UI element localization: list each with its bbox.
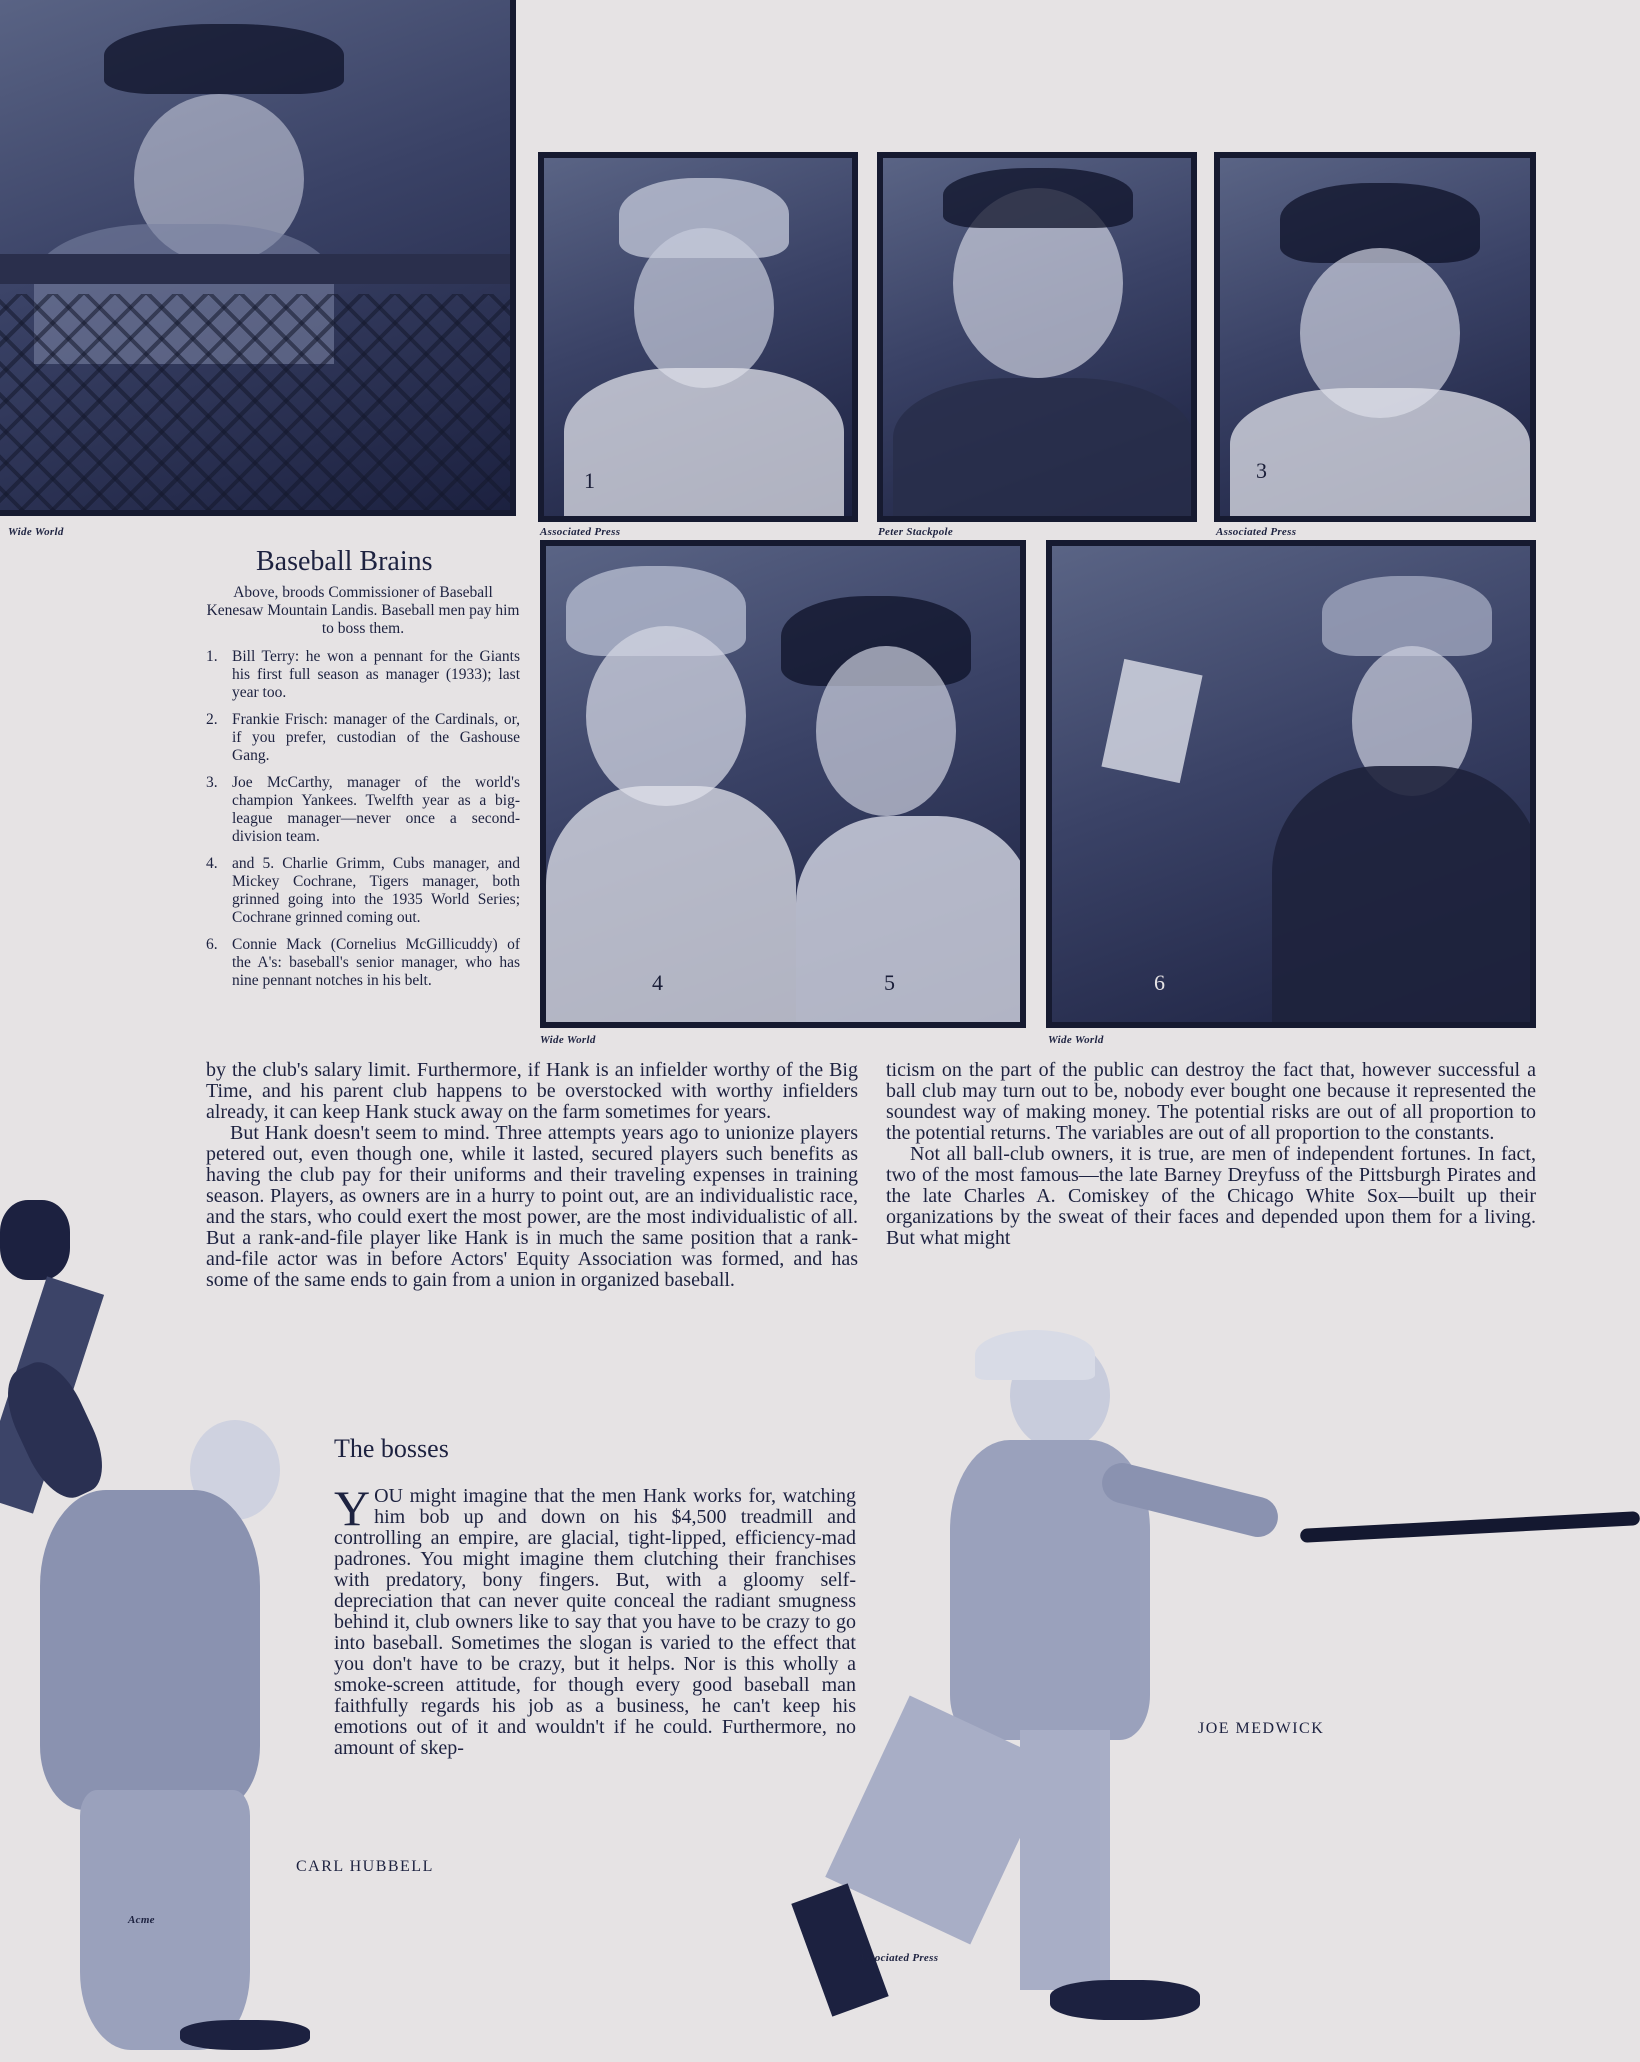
player-name-medwick: JOE MEDWICK bbox=[1198, 1720, 1325, 1737]
photo-credit-hubbell: Acme bbox=[128, 1914, 155, 1926]
photo-credit-medwick: Associated Press bbox=[858, 1952, 939, 1964]
caption-item: 2. Frankie Frisch: manager of the Cardinals, or, if you prefer, custodian of the Gashouse Gang. bbox=[206, 711, 520, 764]
photo-credit-terry: Associated Press bbox=[540, 526, 621, 538]
photo-grimm-cochrane bbox=[540, 540, 1026, 1028]
caption-item: 1. Bill Terry: he won a pennant for the Giants his first full season as manager (1933); last year too. bbox=[206, 648, 520, 701]
drop-cap: Y bbox=[334, 1480, 371, 1536]
sidebar-title: Baseball Brains bbox=[256, 546, 433, 577]
section-heading: The bosses bbox=[334, 1434, 449, 1463]
photo-credit-landis: Wide World bbox=[8, 526, 64, 538]
body-paragraph: Not all ball-club owners, it is true, are men of independent fortunes. In fact, two of the most famous—the late Barney Dreyfuss of the Pittsburgh Pirates and the late Charles A. Comiskey of the Chicago White Sox—built up their organizations by the sweat of their faces and depended upon them for a living. But what might bbox=[886, 1143, 1536, 1249]
photo-credit-mccarthy: Associated Press bbox=[1216, 526, 1297, 538]
photo-credit-frisch: Peter Stackpole bbox=[878, 526, 954, 538]
photo-mack bbox=[1046, 540, 1536, 1028]
player-name-hubbell: CARL HUBBELL bbox=[296, 1858, 434, 1875]
photo-frisch bbox=[877, 152, 1197, 522]
photo-mccarthy bbox=[1214, 152, 1536, 522]
caption-item: 4. and 5. Charlie Grimm, Cubs manager, and Mickey Cochrane, Tigers manager, both grinned going into the 1935 World Series; Cochrane grinned coming out. bbox=[206, 855, 520, 926]
bosses-text: OU might imagine that the men Hank works for, watching him bob up and down on his $4,500 treadmill and controlling an empire, are glacial, tight-lipped, efficiency-mad padrones. You might imagine them clutching their franchises with predatory, bony fingers. But, with a gloomy self-depreciation that can never quite conceal the radiant smugness behind it, club owners like to say that you have to be crazy to go into baseball. Sometimes the slogan is varied to the effect that you don't have to be crazy, but it helps. Nor is this wholly a smoke-screen attitude, for though every good baseball man faithfully regards his job as a business, he can't keep his emotions out of it and wouldn't if he could. Furthermore, no amount of skep- bbox=[334, 1485, 856, 1759]
body-paragraph: But Hank doesn't seem to mind. Three attempts years ago to unionize players petered out, even though one, while it lasted, secured players such benefits as having the club pay for their uniforms and their traveling expenses in training season. Players, as owners are in a hurry to point out, are an individualistic race, and the stars, who could exert the most power, are the most individualistic of all. But a rank-and-file player like Hank is in much the same position that a rank-and-file actor was in before Actors' Equity Association was formed, and has some of the same ends to gain from a union in organized baseball. bbox=[206, 1122, 858, 1291]
photo-number-6: 6 bbox=[1154, 970, 1165, 995]
photo-landis bbox=[0, 0, 516, 516]
photo-terry bbox=[538, 152, 858, 522]
caption-item: 3. Joe McCarthy, manager of the world's champion Yankees. Twelfth year as a big-league manager—never once a second-division team. bbox=[206, 774, 520, 845]
photo-credit-mack: Wide World bbox=[1048, 1034, 1104, 1046]
photo-number-3: 3 bbox=[1256, 458, 1267, 483]
photo-number-4: 4 bbox=[652, 970, 663, 995]
body-paragraph: ticism on the part of the public can destroy the fact that, however successful a ball club may turn out to be, nobody ever bought one because it represented the soundest way of making money. The potential risks are out of all proportion to the potential returns. The variables are out of all proportion to the constants. bbox=[886, 1059, 1536, 1144]
caption-list bbox=[206, 648, 520, 999]
caption-item: 6. Connie Mack (Cornelius McGillicuddy) of the A's: baseball's senior manager, who has nine pennant notches in his belt. bbox=[206, 936, 520, 989]
sidebar-intro: Above, broods Commissioner of Baseball Kenesaw Mountain Landis. Baseball men pay him to boss them. bbox=[206, 584, 520, 637]
photo-number-5: 5 bbox=[884, 970, 895, 995]
photo-credit-grimm-cochrane: Wide World bbox=[540, 1034, 596, 1046]
photo-hubbell bbox=[0, 1190, 320, 2062]
body-paragraph: by the club's salary limit. Furthermore, if Hank is an infielder worthy of the Big Time, and his parent club happens to be overstocked with worthy infielders already, it can keep Hank stuck away on the farm sometimes for years. bbox=[206, 1059, 858, 1123]
photo-number-1: 1 bbox=[584, 468, 595, 493]
body-column-right bbox=[886, 1060, 1536, 1249]
